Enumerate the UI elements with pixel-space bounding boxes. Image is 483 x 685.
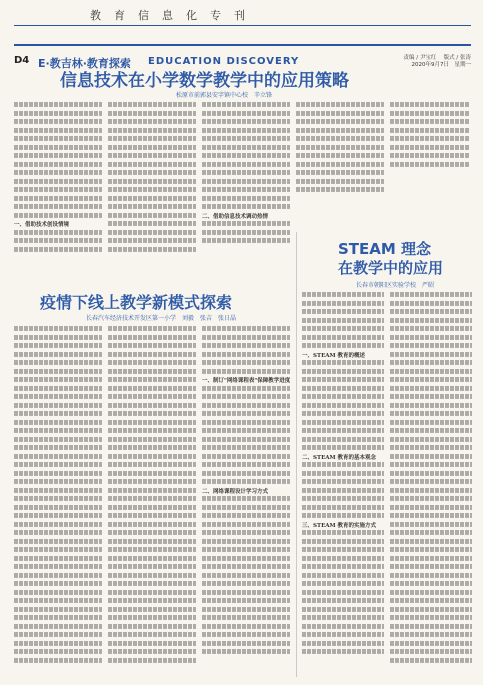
article-2-head-3: 三、STEAM 教育的实施方式 xyxy=(302,522,377,529)
article-3-head-1: 一、制订"网络课程表"保障教学进度 xyxy=(202,378,290,384)
article-2-byline: 长春市朝阳区实验学校 严昭 xyxy=(356,282,435,289)
editor-line: 责编 / 尹宝红 版式 / 张涛 xyxy=(403,55,471,61)
date-line: 2020年9月7日 星期一 xyxy=(411,62,471,68)
article-1-col-4 xyxy=(296,102,384,202)
article-2-title-line-2: 在教学中的应用 xyxy=(338,259,444,277)
masthead-rule xyxy=(14,44,471,46)
article-1-head-1: 一、借助技术创设情境 xyxy=(14,222,70,228)
masthead xyxy=(0,27,483,70)
article-1-col-1 xyxy=(14,102,102,262)
article-1-title: 信息技术在小学数学教学中的应用策略 xyxy=(60,71,349,91)
article-1-col-2 xyxy=(108,102,196,262)
article-1-byline: 松原市前郭县安字镇中心校 辛立锋 xyxy=(176,92,273,99)
brand-english: EDUCATION DISCOVERY xyxy=(148,56,300,67)
section-title: 教育信息化专刊 xyxy=(90,9,258,22)
article-3-head-2: 二、网络课程设计学习方式 xyxy=(202,488,269,495)
page-header xyxy=(0,0,483,26)
article-3-col-2 xyxy=(108,326,196,677)
edition-label: D4 xyxy=(14,55,30,66)
article-2-col-2 xyxy=(390,292,472,677)
issue-meta xyxy=(404,55,471,69)
article-2-title-line-1: STEAM 理念 xyxy=(338,240,432,258)
article-1-col-5 xyxy=(390,102,470,182)
article-3-col-3 xyxy=(202,326,290,677)
article-2-col-1 xyxy=(302,292,384,677)
article-2-head-2: 二、STEAM 教育的基本观念 xyxy=(302,454,377,461)
article-3-byline: 长春汽车经济技术开发区第一小学 刘毅 张吉 张日晶 xyxy=(86,315,237,322)
article-1-col-3 xyxy=(202,102,290,252)
article-3-title: 疫情下线上教学新模式探索 xyxy=(40,293,233,312)
article-1-head-2: 二、借助信息技术调动热情 xyxy=(202,213,269,220)
column-divider xyxy=(296,232,297,677)
article-3-col-1 xyxy=(14,326,102,677)
brand-name: E·教吉林·教育探索 xyxy=(38,57,131,70)
article-2-head-1: 一、STEAM 教育的概述 xyxy=(302,352,366,359)
header-rule xyxy=(14,25,471,26)
